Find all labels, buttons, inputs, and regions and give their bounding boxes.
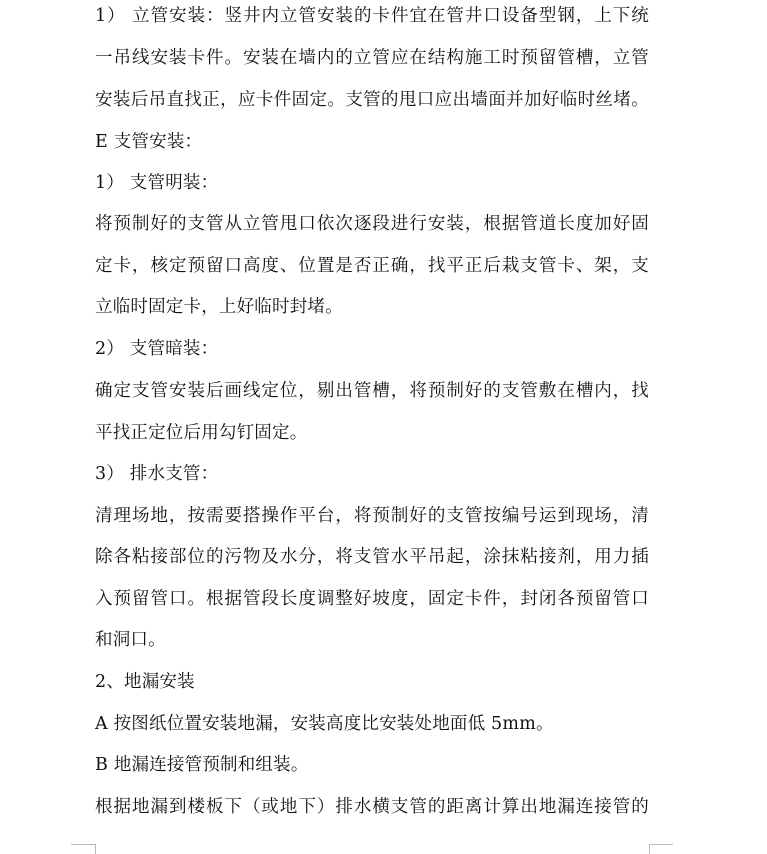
text-line: 安装后吊直找正，应卡件固定。支管的甩口应出墙面并加好临时丝堵。 — [95, 90, 649, 110]
text-line: A 按图纸位置安装地漏，安装高度比安装处地面低 5mm。 — [95, 714, 554, 734]
text-line: 一吊线安装卡件。安装在墙内的立管应在结构施工时预留管槽，立管 — [95, 48, 649, 68]
crop-mark-left-vertical — [95, 844, 96, 854]
crop-mark-right-vertical — [649, 844, 650, 854]
text-line: 和洞口。 — [95, 630, 166, 650]
subsection-heading: 1） 支管明装： — [95, 173, 219, 193]
crop-mark-right-horizontal — [649, 844, 673, 845]
section-heading: 2、地漏安装 — [95, 672, 195, 692]
text-line: 立临时固定卡，上好临时封堵。 — [95, 297, 343, 317]
text-line: 1） 立管安装：竖井内立管安装的卡件宜在管井口设备型钢，上下统 — [95, 6, 649, 26]
subsection-heading: 2） 支管暗装： — [95, 339, 219, 359]
text-line: 入预留管口。根据管段长度调整好坡度，固定卡件，封闭各预留管口 — [95, 589, 649, 609]
text-line: 定卡，核定预留口高度、位置是否正确，找平正后栽支管卡、架，支 — [95, 256, 649, 276]
text-line: 确定支管安装后画线定位，剔出管槽，将预制好的支管敷在槽内，找 — [95, 381, 649, 401]
text-line: 除各粘接部位的污物及水分，将支管水平吊起，涂抹粘接剂，用力插 — [95, 547, 649, 567]
crop-mark-left-horizontal — [71, 844, 95, 845]
text-line: 清理场地，按需要搭操作平台，将预制好的支管按编号运到现场，清 — [95, 506, 649, 526]
subsection-heading: 3） 排水支管： — [95, 464, 219, 484]
text-line: 平找正定位后用勾钉固定。 — [95, 423, 308, 443]
section-heading: E 支管安装： — [95, 132, 203, 152]
text-line: B 地漏连接管预制和组装。 — [95, 755, 309, 775]
text-line: 将预制好的支管从立管甩口依次逐段进行安装，根据管道长度加好固 — [95, 214, 649, 234]
text-line: 根据地漏到楼板下（或地下）排水横支管的距离计算出地漏连接管的 — [95, 797, 649, 817]
